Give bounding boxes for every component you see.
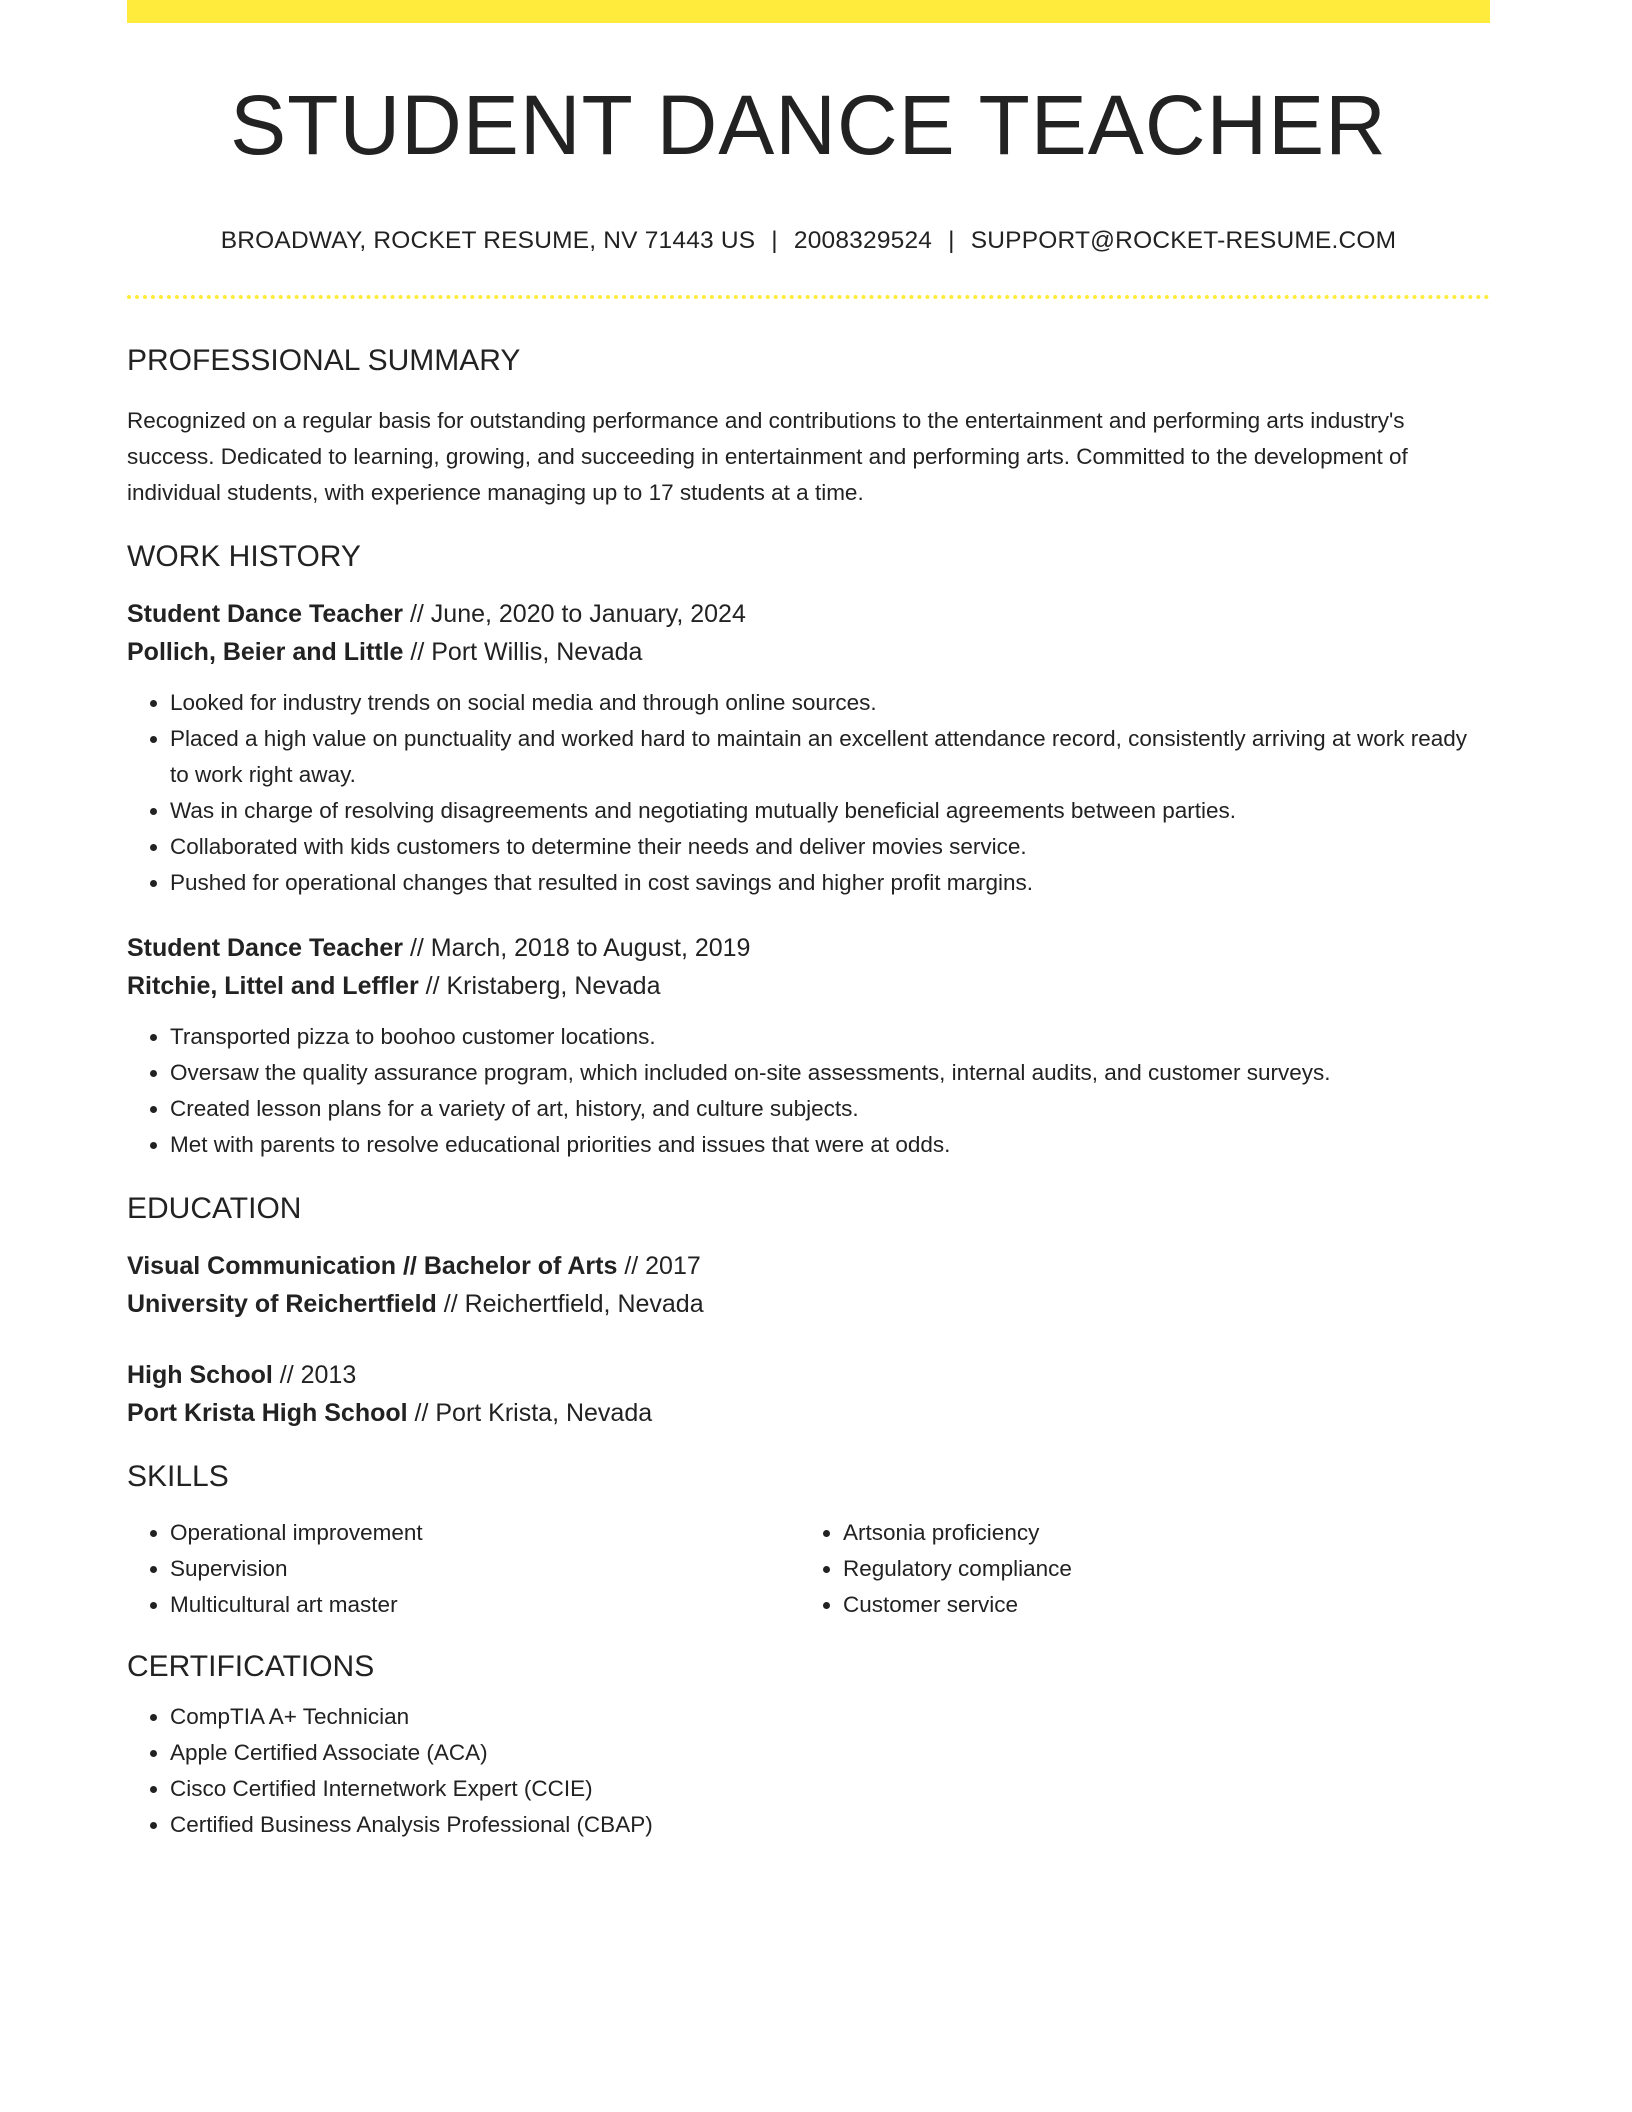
- job-role: Student Dance Teacher: [127, 933, 404, 962]
- certification-item: • Cisco Certified Internetwork Expert (CCIE): [170, 1771, 1490, 1807]
- skills-grid: [127, 1515, 1490, 1623]
- education-entry: [127, 1356, 1490, 1432]
- education-degree: High School: [127, 1360, 273, 1389]
- education-location: // Reichertfield, Nevada: [436, 1289, 704, 1318]
- skill-item: • Regulatory compliance: [843, 1551, 1473, 1587]
- contact-email: SUPPORT@ROCKET-RESUME.COM: [970, 227, 1397, 255]
- skill-item: • Supervision: [170, 1551, 800, 1587]
- job-role: Student Dance Teacher: [127, 599, 404, 628]
- contact-address: BROADWAY, ROCKET RESUME, NV 71443 US: [220, 227, 756, 255]
- skill-item: • Multicultural art master: [170, 1587, 800, 1623]
- summary-text: Recognized on a regular basis for outstanding performance and contributions to the entertainment and performing arts industry's success. Dedicated to learning, growing, and succeeding in entertainment and performing arts. Committed to the development of individual students, with experience managing up to 17 students at a time.: [127, 407, 1408, 505]
- contact-line: [127, 226, 1490, 255]
- education-degree-line: [127, 1356, 1490, 1394]
- job-bullets: [127, 1019, 1490, 1163]
- job-company-line: [127, 967, 1490, 1005]
- skills-column-left: [127, 1515, 800, 1623]
- job-title-line: [127, 595, 1490, 633]
- education-year: // 2017: [617, 1251, 701, 1280]
- job-bullet: • Transported pizza to boohoo customer locations.: [170, 1019, 1490, 1055]
- summary-heading: PROFESSIONAL SUMMARY: [127, 343, 521, 377]
- education-heading: EDUCATION: [127, 1191, 302, 1225]
- education-school-line: [127, 1285, 1490, 1323]
- certification-item: • Certified Business Analysis Professional (CBAP): [170, 1807, 1490, 1843]
- job-bullet: • Was in charge of resolving disagreements and negotiating mutually beneficial agreements between parties.: [170, 793, 1490, 829]
- job-bullet: • Collaborated with kids customers to determine their needs and deliver movies service.: [170, 829, 1490, 865]
- job-bullet: • Pushed for operational changes that resulted in cost savings and higher profit margins.: [170, 865, 1490, 901]
- contact-phone: 2008329524: [793, 227, 933, 255]
- education-entry: [127, 1247, 1490, 1323]
- job-dates: // March, 2018 to August, 2019: [403, 933, 751, 962]
- education-degree: Visual Communication // Bachelor of Arts: [127, 1251, 618, 1280]
- education-school-line: [127, 1394, 1490, 1432]
- dotted-divider: [127, 295, 1490, 299]
- education-school: Port Krista High School: [127, 1398, 408, 1427]
- certification-item: • CompTIA A+ Technician: [170, 1699, 1490, 1735]
- education-school: University of Reichertfield: [127, 1289, 437, 1318]
- education-location: // Port Krista, Nevada: [407, 1398, 653, 1427]
- skill-item: • Operational improvement: [170, 1515, 800, 1551]
- certification-item: • Apple Certified Associate (ACA): [170, 1735, 1490, 1771]
- work-history-heading: WORK HISTORY: [127, 539, 361, 573]
- job-bullets: [127, 685, 1490, 901]
- accent-top-bar: [127, 0, 1490, 23]
- job-entry: [127, 929, 1490, 1163]
- certifications-list: [127, 1699, 1490, 1843]
- job-bullet: • Looked for industry trends on social media and through online sources.: [170, 685, 1490, 721]
- certifications-heading: CERTIFICATIONS: [127, 1649, 375, 1683]
- job-bullet: • Placed a high value on punctuality and worked hard to maintain an excellent attendance record, consistently arriving at work ready to work right away.: [170, 721, 1490, 793]
- resume-page: [127, 0, 1490, 1843]
- job-dates: // June, 2020 to January, 2024: [403, 599, 746, 628]
- education-year: // 2013: [272, 1360, 357, 1389]
- job-company-line: [127, 633, 1490, 671]
- job-bullet: • Created lesson plans for a variety of art, history, and culture subjects.: [170, 1091, 1490, 1127]
- skill-item: • Artsonia proficiency: [843, 1515, 1473, 1551]
- job-bullet: • Met with parents to resolve educational priorities and issues that were at odds.: [170, 1127, 1490, 1163]
- contact-separator: |: [771, 227, 778, 255]
- job-location: // Kristaberg, Nevada: [418, 971, 661, 1000]
- job-bullet: • Oversaw the quality assurance program, which included on-site assessments, internal audits, and customer surveys.: [170, 1055, 1490, 1091]
- education-degree-line: [127, 1247, 1490, 1285]
- skill-item: • Customer service: [843, 1587, 1473, 1623]
- resume-name: STUDENT DANCE TEACHER: [230, 78, 1387, 172]
- skills-column-right: [800, 1515, 1473, 1623]
- contact-separator: |: [948, 227, 955, 255]
- skills-heading: SKILLS: [127, 1459, 229, 1493]
- job-company: Pollich, Beier and Little: [127, 637, 404, 666]
- job-location: // Port Willis, Nevada: [403, 637, 643, 666]
- job-title-line: [127, 929, 1490, 967]
- job-entry: [127, 595, 1490, 901]
- job-company: Ritchie, Littel and Leffler: [127, 971, 419, 1000]
